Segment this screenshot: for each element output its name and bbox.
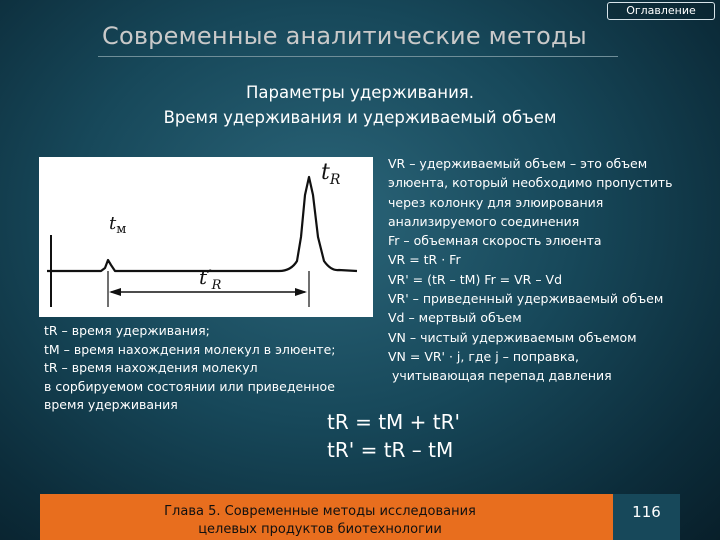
title-divider (98, 56, 618, 57)
chapter-title-line-1: Глава 5. Современные методы исследования (164, 504, 476, 519)
chapter-title (120, 503, 520, 539)
page-title: Современные аналитические методы (102, 22, 587, 50)
table-of-contents-button[interactable]: Оглавление (607, 2, 715, 20)
definition-line: элюента, который необходимо пропустить (388, 175, 673, 191)
definition-line: VR = tR · Fr (388, 252, 461, 268)
time-legend (44, 322, 364, 415)
legend-line: в сорбируемом состоянии или приведенное (44, 378, 335, 394)
definition-line: VR – удерживаемый объем – это объем (388, 156, 648, 171)
chromatogram-trace (47, 177, 357, 271)
tm-label: $t_м$ (109, 213, 127, 237)
definition-line: VN – чистый удерживаемым объемом (388, 329, 637, 345)
definition-line: анализируемого соединения (388, 213, 580, 229)
slide-subtitle (110, 80, 610, 130)
chapter-title-line-2: целевых продуктов биотехнологии (198, 522, 442, 537)
legend-line: время удерживания (44, 397, 178, 412)
legend-line: tR – время нахождения молекул (44, 360, 258, 375)
definition-line: VR' – приведенный удерживаемый объем (388, 291, 664, 307)
chromatogram-figure (39, 157, 373, 317)
tr-prime-arrow-left-head (109, 288, 121, 296)
chromatogram-svg (39, 157, 373, 317)
definition-line: учитывающая перепад давления (392, 368, 612, 384)
tr-prime-label: $t'_R$ (199, 265, 222, 293)
definition-line: Fr – объемная скорость элюента (388, 233, 602, 249)
formula-line-2: tR' = tR – tM (327, 438, 454, 462)
retention-volume-definitions (388, 154, 718, 386)
retention-time-formulas (327, 408, 460, 464)
formula-line-1: tR = tM + tR' (327, 410, 461, 434)
legend-line: tM – время нахождения молекул в элюенте; (44, 341, 336, 357)
tr-prime-arrow-right-head (295, 288, 307, 296)
legend-line: tR – время удерживания; (44, 323, 210, 338)
page-number: 116 (613, 494, 680, 540)
definition-line: VN = VR' · j, где j – поправка, (388, 348, 580, 364)
subtitle-line-1: Параметры удерживания. (246, 83, 474, 102)
definition-line: Vd – мертвый объем (388, 310, 522, 326)
subtitle-line-2: Время удерживания и удерживаемый объем (163, 108, 557, 127)
definition-line: VR' = (tR – tM) Fr = VR – Vd (388, 271, 563, 287)
tr-label: $t_R$ (321, 160, 341, 188)
definition-line: через колонку для элюирования (388, 194, 604, 210)
